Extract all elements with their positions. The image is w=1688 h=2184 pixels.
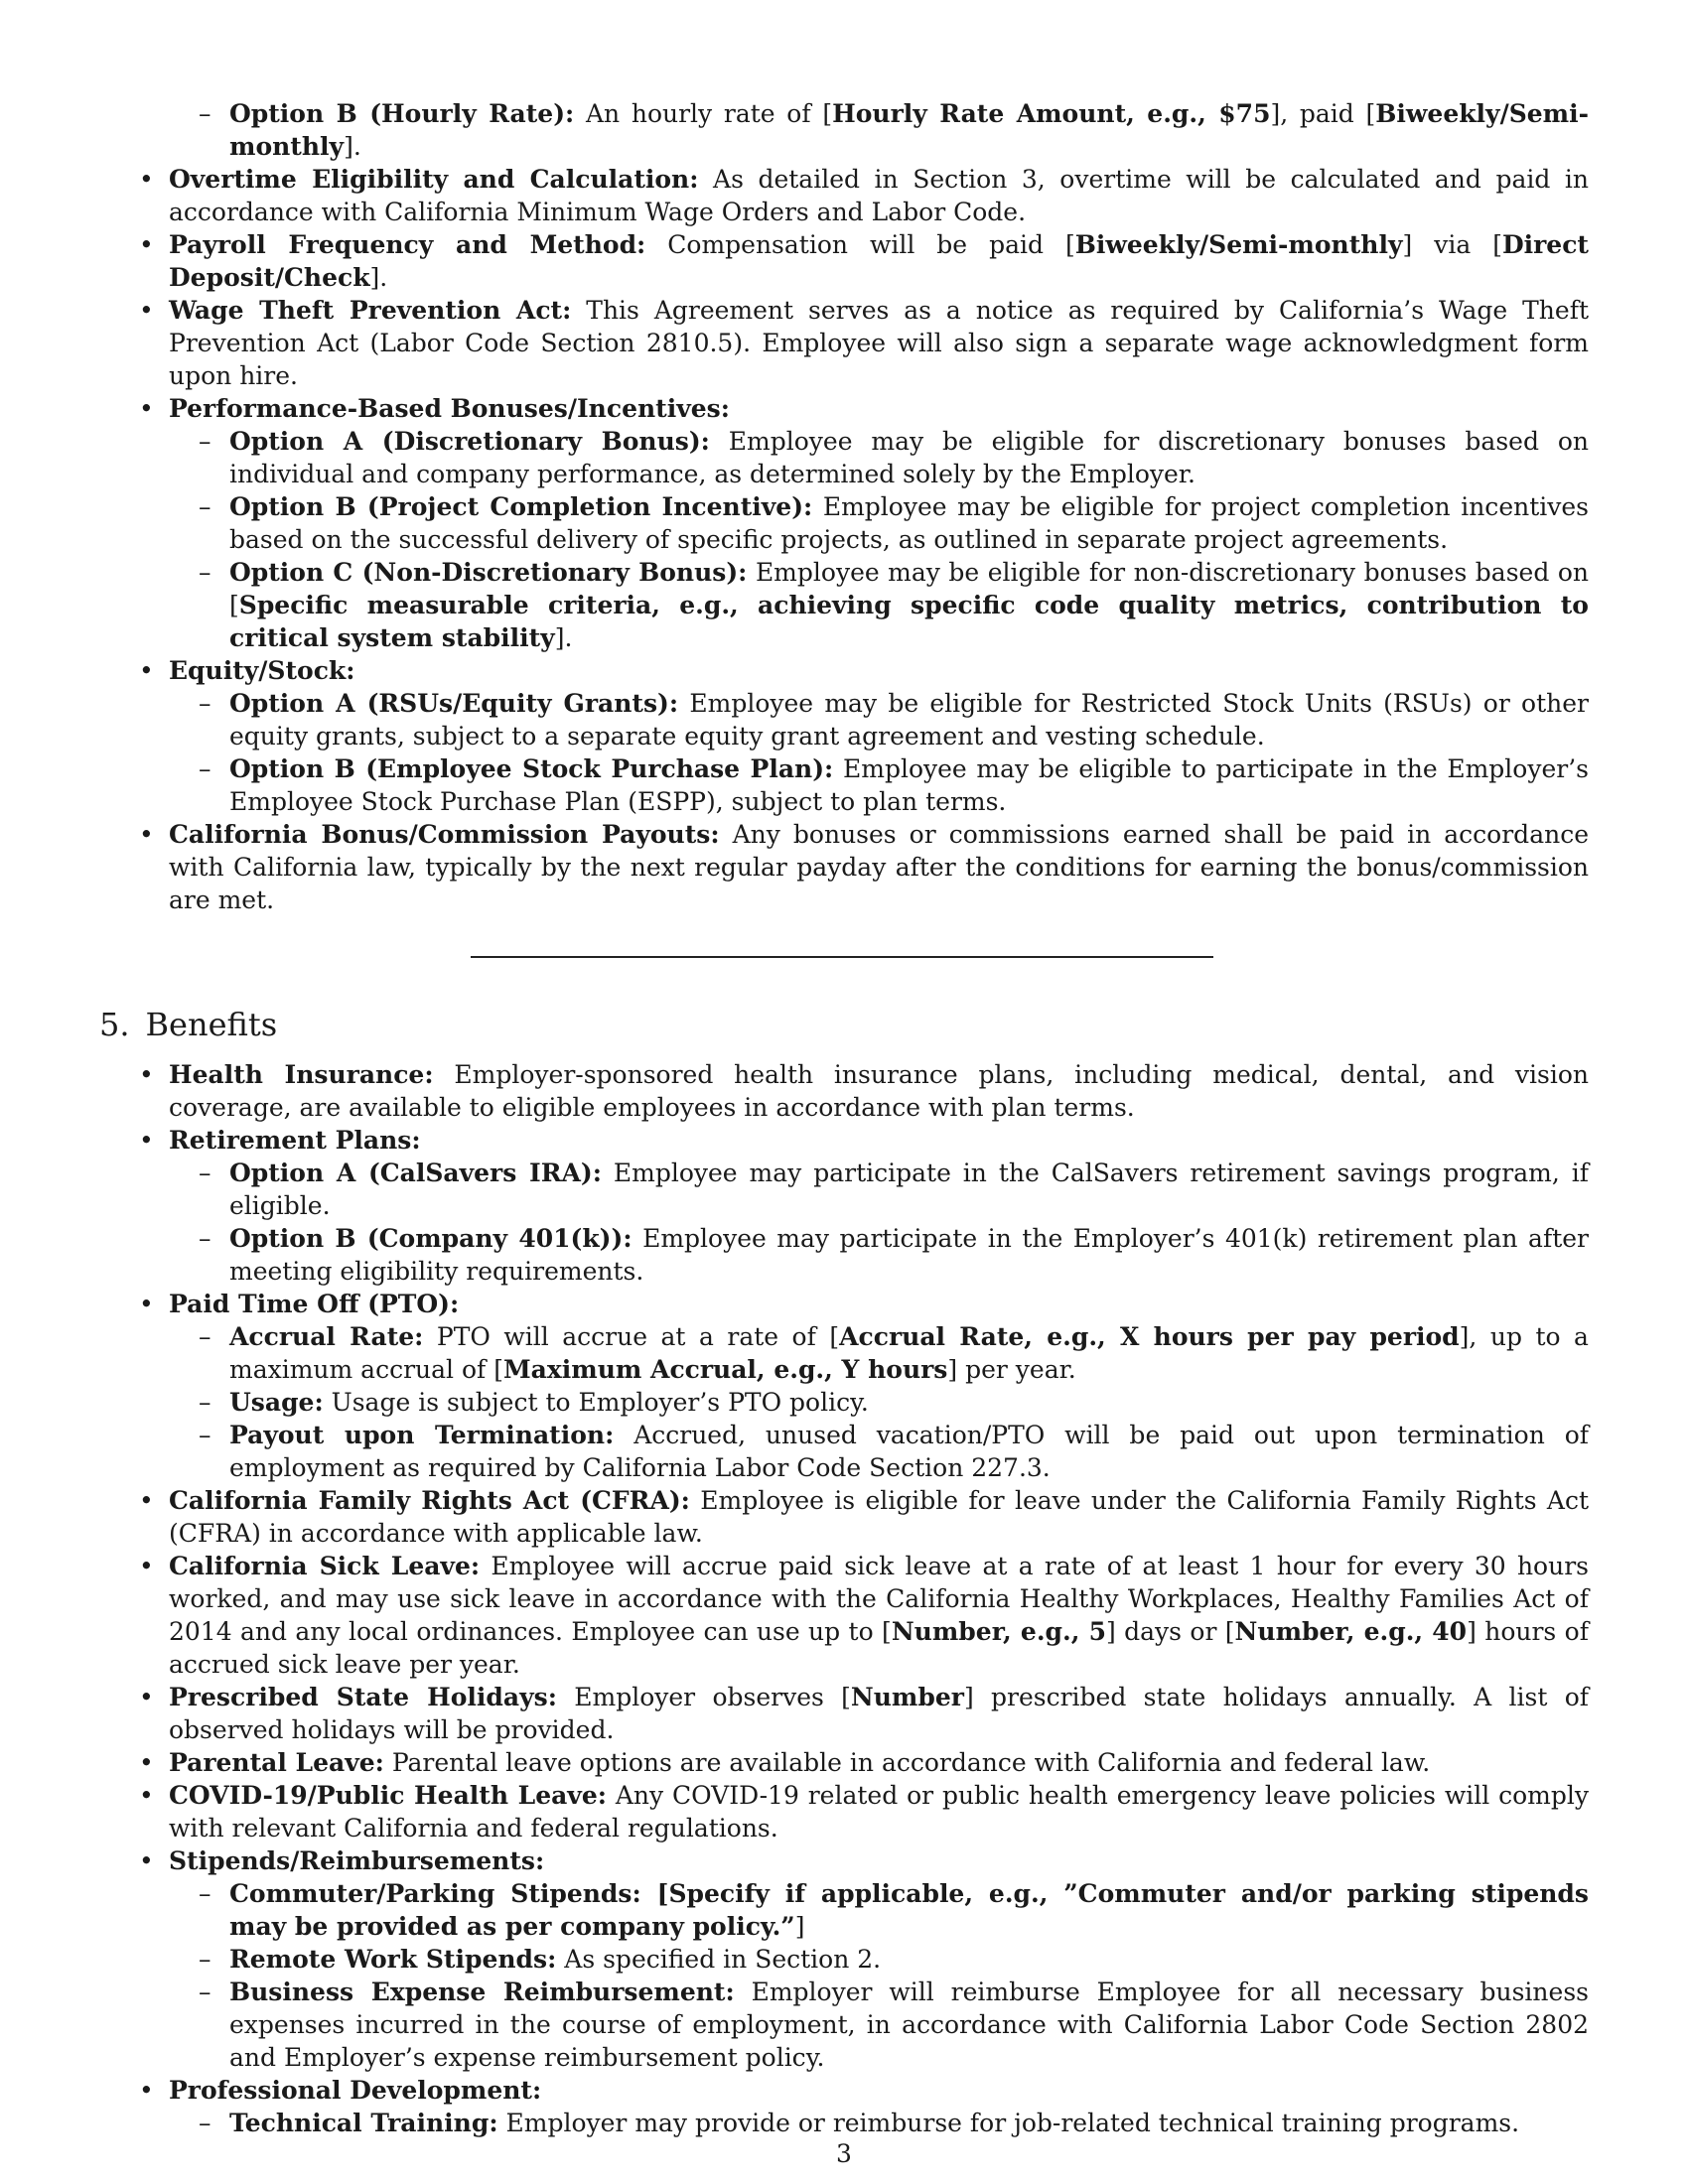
health-insurance-item: • Health Insurance: Employer-sponsored health insurance plans, including medical, dental, and vision coverage, are available to eligible employees in accordance with plan terms. [99,1058,1589,1124]
professional-development-item: • Professional Development: – Technical Training: Employer may provide or reimburse for job-related technical training programs. [99,2074,1589,2139]
benefits-list [99,1058,1589,2139]
covid-leave-item: • COVID-19/Public Health Leave: Any COVID-19 related or public health emergency leave policies will comply with relevant California and federal regulations. [99,1779,1589,1844]
stipends-item: • Stipends/Reimbursements: – Commuter/Parking Stipends: [Specify if applicable, e.g., ”Commuter and/or parking stipends may be provided as per company policy.”] – Remote Work Stipends: As specified in Section 2. – Business Expense Reimbursement: Employer will reimburse Employee for all necessary business expenses incurred in the course of employment, in accordance with California Labor Code Section 2802 and Employer’s expense reimbursement policy. [99,1844,1589,2074]
overtime-item: • Overtime Eligibility and Calculation: As detailed in Section 3, overtime will be calculated and paid in accordance with California Minimum Wage Orders and Labor Code. [99,163,1589,228]
retirement-option-b: – Option B (Company 401(k)): Employee may participate in the Employer’s 401(k) retirement plan after meeting eligibility requirements. [169,1222,1589,1288]
expense-reimbursement: – Business Expense Reimbursement: Employer will reimburse Employee for all necessary business expenses incurred in the course of employment, in accordance with California Labor Code Section 2802 and Employer’s expense reimbursement policy. [169,1976,1589,2074]
page-number: 3 [836,2139,852,2168]
ca-bonus-item: • California Bonus/Commission Payouts: Any bonuses or commissions earned shall be paid in accordance with California law, typically by the next regular payday after the conditions for earning the bonus/commission are met. [99,818,1589,916]
option-b-hourly-rate-item: – Option B (Hourly Rate): An hourly rate of [Hourly Rate Amount, e.g., $75], paid [Biweekly/Semi-monthly]. [99,97,1589,163]
continued-sublist [99,97,1589,163]
pto-payout: – Payout upon Termination: Accrued, unused vacation/PTO will be paid out upon termination of employment as required by California Labor Code Section 227.3. [169,1419,1589,1484]
retirement-sublist [169,1157,1589,1288]
stipends-sublist [169,1877,1589,2074]
pto-sublist [169,1320,1589,1484]
payroll-item: • Payroll Frequency and Method: Compensation will be paid [Biweekly/Semi-monthly] via [Direct Deposit/Check]. [99,228,1589,294]
pto-accrual: – Accrual Rate: PTO will accrue at a rate of [Accrual Rate, e.g., X hours per pay period], up to a maximum accrual of [Maximum Accrual, e.g., Y hours] per year. [169,1320,1589,1386]
remote-stipend: – Remote Work Stipends: As specified in Section 2. [169,1943,1589,1976]
commuter-stipend: – Commuter/Parking Stipends: [Specify if applicable, e.g., ”Commuter and/or parking stipends may be provided as per company policy.”] [169,1877,1589,1943]
bonus-option-c: – Option C (Non-Discretionary Bonus): Employee may be eligible for non-discretionary bonuses based on [Specific measurable criteria, e.g., achieving specific code quality metrics, contribution to critical system stability]. [169,556,1589,654]
bonuses-sublist [169,425,1589,654]
retirement-option-a: – Option A (CalSavers IRA): Employee may participate in the CalSavers retirement savings program, if eligible. [169,1157,1589,1222]
page-content [99,97,1589,2139]
sick-leave-item: • California Sick Leave: Employee will accrue paid sick leave at a rate of at least 1 hour for every 30 hours worked, and may use sick leave in accordance with the California Healthy Workplaces, Healthy Families Act of 2014 and any local ordinances. Employee can use up to [Number, e.g., 5] days or [Number, e.g., 40] hours of accrued sick leave per year. [99,1550,1589,1681]
equity-option-a: – Option A (RSUs/Equity Grants): Employee may be eligible for Restricted Stock Units (RSUs) or other equity grants, subject to a separate equity grant agreement and vesting schedule. [169,687,1589,752]
bonus-option-a: – Option A (Discretionary Bonus): Employee may be eligible for discretionary bonuses based on individual and company performance, as determined solely by the Employer. [169,425,1589,490]
equity-item: • Equity/Stock: – Option A (RSUs/Equity Grants): Employee may be eligible for Restricted Stock Units (RSUs) or other equity grants, subject to a separate equity grant agreement and vesting schedule. – Option B (Employee Stock Purchase Plan): Employee may be eligible to participate in the Employer’s Employee Stock Purchase Plan (ESPP), subject to plan terms. [99,654,1589,818]
wage-theft-item: • Wage Theft Prevention Act: This Agreement serves as a notice as required by California’s Wage Theft Prevention Act (Labor Code Section 2810.5). Employee will also sign a separate wage acknowledgment form upon hire. [99,294,1589,392]
pto-usage: – Usage: Usage is subject to Employer’s PTO policy. [169,1386,1589,1419]
equity-option-b: – Option B (Employee Stock Purchase Plan): Employee may be eligible to participate in the Employer’s Employee Stock Purchase Plan (ESPP), subject to plan terms. [169,752,1589,818]
equity-sublist [169,687,1589,818]
section-divider [471,956,1213,958]
compensation-list [99,163,1589,916]
section-heading: 5. Benefits [99,1006,278,1043]
cfra-item: • California Family Rights Act (CFRA): Employee is eligible for leave under the California Family Rights Act (CFRA) in accordance with applicable law. [99,1484,1589,1550]
parental-leave-item: • Parental Leave: Parental leave options are available in accordance with California and federal law. [99,1746,1589,1779]
pto-item: • Paid Time Off (PTO): – Accrual Rate: PTO will accrue at a rate of [Accrual Rate, e.g., X hours per pay period], up to a maximum accrual of [Maximum Accrual, e.g., Y hours] per year. – Usage: Usage is subject to Employer’s PTO policy. – Payout upon Termination: Accrued, unused vacation/PTO will be paid out upon termination of employment as required by California Labor Code Section 227.3. [99,1288,1589,1484]
prodev-sublist [169,2107,1589,2139]
bonuses-item: • Performance-Based Bonuses/Incentives: – Option A (Discretionary Bonus): Employee may be eligible for discretionary bonuses based on individual and company performance, as determined solely by the Employer. – Option B (Project Completion Incentive): Employee may be eligible for project completion incentives based on the successful delivery of specific projects, as outlined in separate project agreements. – Option C (Non-Discretionary Bonus): Employee may be eligible for non-discretionary bonuses based on [Specific measurable criteria, e.g., achieving specific code quality metrics, contribution to critical system stability]. [99,392,1589,654]
bonus-option-b: – Option B (Project Completion Incentive): Employee may be eligible for project completion incentives based on the successful delivery of specific projects, as outlined in separate project agreements. [169,490,1589,556]
holidays-item: • Prescribed State Holidays: Employer observes [Number] prescribed state holidays annually. A list of observed holidays will be provided. [99,1681,1589,1746]
retirement-item: • Retirement Plans: – Option A (CalSavers IRA): Employee may participate in the CalSavers retirement savings program, if eligible. – Option B (Company 401(k)): Employee may participate in the Employer’s 401(k) retirement plan after meeting eligibility requirements. [99,1124,1589,1288]
technical-training: – Technical Training: Employer may provide or reimburse for job-related technical training programs. [169,2107,1589,2139]
